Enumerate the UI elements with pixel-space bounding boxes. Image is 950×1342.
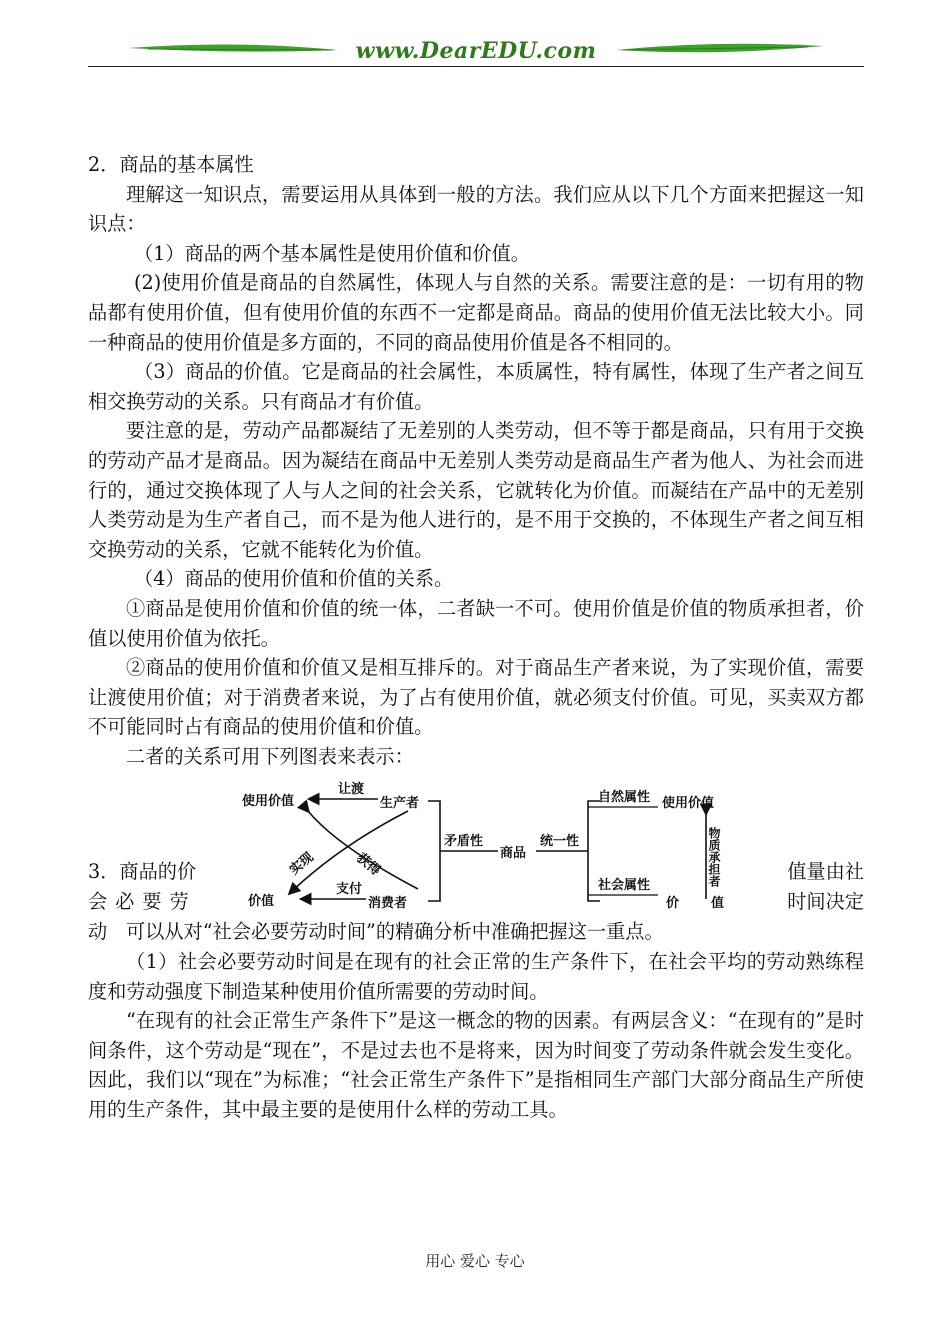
paragraph: （3）商品的价值。它是商品的社会属性，本质属性，特有属性，体现了生产者之间互相交换劳动的关系。只有商品才有价值。 — [88, 360, 864, 413]
paragraph: ①商品是使用价值和价值的统一体，二者缺一不可。使用价值是价值的物质承担者，价值以使用价值为依托。 — [88, 596, 864, 650]
paragraph: （1）商品的两个基本属性是使用价值和价值。 — [134, 241, 530, 265]
label-use-value-right: 使用价值 — [662, 796, 715, 812]
paragraph: 可以从对“社会必要劳动时间”的精确分析中准确把握这一重点。 — [126, 920, 664, 944]
label-consumer: 消费者 — [368, 896, 408, 912]
value-relation-diagram — [238, 777, 838, 917]
paragraph: 理解这一知识点，需要运用从具体到一般的方法。我们应从以下几个方面来把握这一知识点： — [88, 182, 864, 236]
label-natural-attr: 自然属性 — [598, 790, 651, 806]
label-commodity: 商品 — [500, 846, 527, 862]
label-value-right: 价值 — [666, 896, 757, 912]
section-3-left — [88, 857, 218, 946]
label-social-attr: 社会属性 — [598, 878, 651, 894]
paragraph: (2)使用价值是商品的自然属性，体现人与自然的关系。需要注意的是：一切有用的物品都有使用价值，但有使用价值的东西不一定都是商品。商品的使用价值无法比较大小。同一种商品的使用价值是多方面的，不同的商品使用价值是各不相同的。 — [88, 271, 864, 354]
page-footer: 用心 爱心 专心 — [425, 1252, 525, 1270]
site-logo-text: www.DearEDU.com — [355, 38, 597, 64]
label-value: 价值 — [248, 894, 275, 910]
label-realize: 实现 — [286, 850, 317, 879]
label-producer: 生产者 — [380, 796, 420, 812]
bracket-left — [428, 801, 440, 901]
page-header — [88, 34, 864, 74]
document-body — [88, 150, 864, 1125]
paragraph: （1）社会必要劳动时间是在现有的社会正常的生产条件下，在社会平均的劳动熟练程度和劳动强度下制造某种使用价值所需要的劳动时间。 — [88, 950, 864, 1003]
paragraph: （4）商品的使用价值和价值的关系。 — [134, 567, 454, 591]
section-heading-2: 2．商品的基本属性 — [88, 153, 254, 176]
label-transfer: 让渡 — [338, 782, 365, 798]
section-3-left-line2: 会必要劳动 — [88, 890, 197, 943]
label-pay: 支付 — [336, 882, 363, 898]
paragraph: “在现有的社会正常生产条件下”是这一概念的物的因素。有两层含义：“在现有的”是时间条件，这个劳动是“现在”，不是过去也不是将来，因为时间变了劳动条件就会发生变化。因此，我们以“现在”为标准；“社会正常生产条件下”是指相同生产部门大部分商品生产所使用的生产条件，其中最主要的是使用什么样的劳动工具。 — [88, 1009, 864, 1122]
label-obtain: 获得 — [353, 851, 383, 880]
label-contradiction: 矛盾性 — [444, 834, 484, 850]
paragraph: 要注意的是，劳动产品都凝结了无差别的人类劳动，但不等于都是商品，只有用于交换的劳动产品才是商品。因为凝结在商品中无差别人类劳动是商品生产者为他人、为社会而进行的，通过交换体现了人与人之间的社会关系，它就转化为价值。而凝结在产品中的无差别人类劳动是为生产者自己，而不是为他人进行的，是不用于交换的，不体现生产者之间互相交换劳动的关系，它就不能转化为价值。 — [88, 419, 864, 561]
label-unity: 统一性 — [540, 834, 580, 850]
paragraph: 二者的关系可用下列图表来表示： — [126, 744, 414, 768]
header-rule — [88, 66, 864, 67]
section-3-right-line2: 时间决定 — [787, 890, 864, 914]
section-3-right — [774, 857, 864, 916]
section-3-right-line1: 值量由社 — [787, 860, 864, 884]
paragraph: ②商品的使用价值和价值又是相互排斥的。对于商品生产者来说，为了实现价值，需要让渡使用价值；对于消费者来说，为了占有使用价值，就必须支付价值。可见，买卖双方都不可能同时占有商品的使用价值和价值。 — [88, 656, 864, 739]
label-material-bearer: 物质承担者 — [707, 827, 721, 888]
section-3-left-line1: 3．商品的价 — [88, 860, 197, 884]
label-use-value: 使用价值 — [242, 794, 295, 810]
